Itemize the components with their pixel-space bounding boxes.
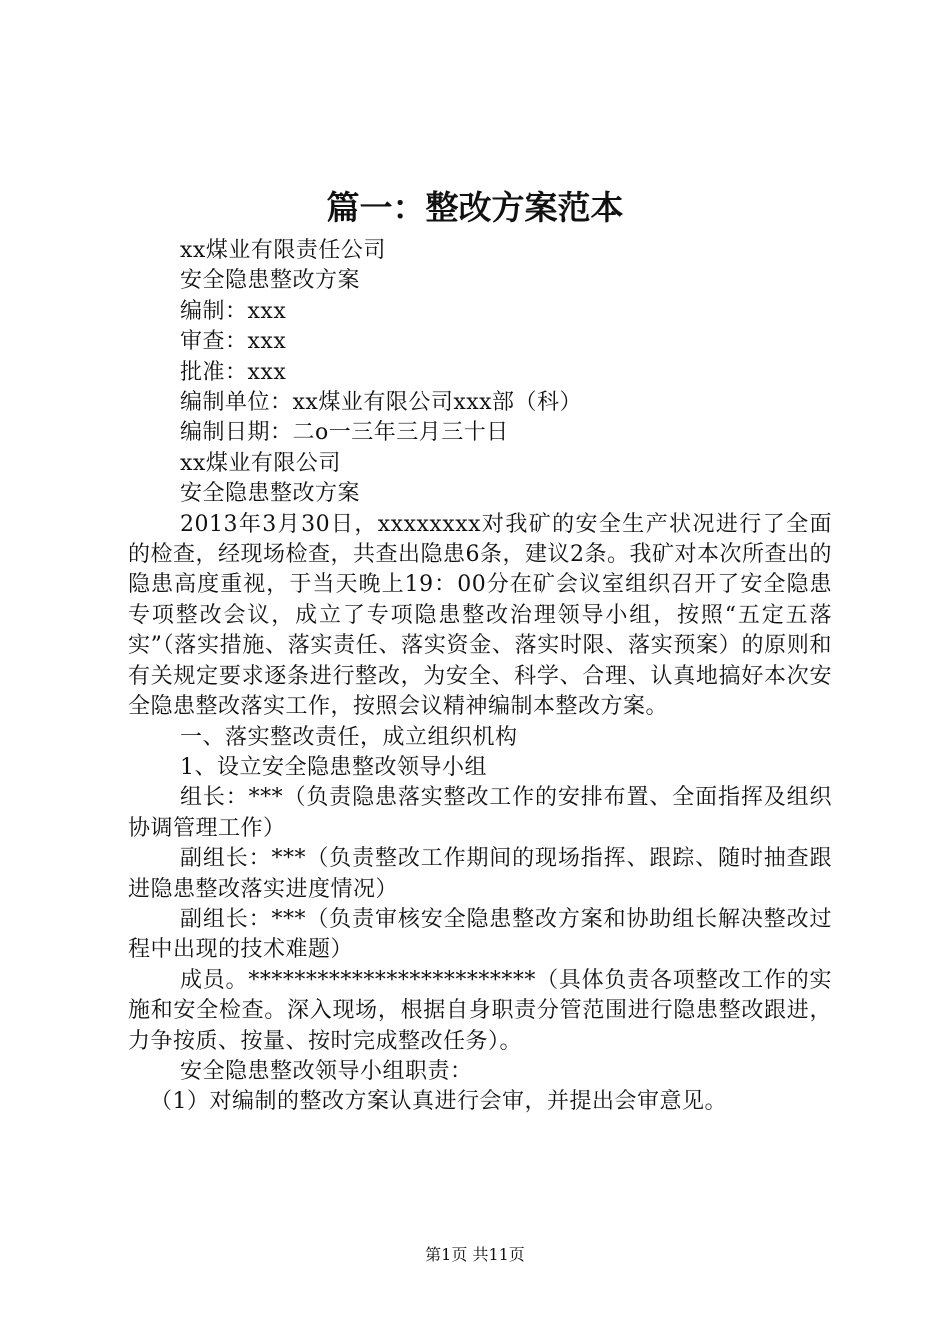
heading-subsection-1: 1、设立安全隐患整改领导小组 xyxy=(180,754,487,780)
paragraph-plan-title-2: 安全隐患整改方案 xyxy=(180,481,361,507)
paragraph-compiler: 编制：xxx xyxy=(180,298,287,324)
paragraph-unit: 编制单位：xx煤业有限公司xxx部（科） xyxy=(180,390,583,416)
paragraph-deputy-1: 副组长：***（负责整改工作期间的现场指挥、跟踪、随时抽查跟进隐患整改落实进度情况） xyxy=(128,846,832,902)
paragraph-intro: 2013年3月30日，xxxxxxxx对我矿的安全生产状况进行了全面的检查，经现场检查，共查出隐患6条，建议2条。我矿对本次所查出的隐患高度重视，于当天晚上19：00分在矿会议室组织召开了安全隐患专项整改会议，成立了专项隐患整改治理领导小组，按照“五定五落实”（落实措施、落实责任、落实资金、落实时限、落实预案）的原则和有关规定要求逐条进行整改，为安全、科学、合理、认真地搞好本次安全隐患整改落实工作，按照会议精神编制本整改方案。 xyxy=(128,511,832,720)
paragraph-approver: 批准：xxx xyxy=(180,359,287,385)
paragraph-leader: 组长：***（负责隐患落实整改工作的安排布置、全面指挥及组织协调管理工作） xyxy=(128,785,832,841)
paragraph-duty-1: （1）对编制的整改方案认真进行会审，并提出会审意见。 xyxy=(150,1089,727,1115)
heading-section-1: 一、落实整改责任，成立组织机构 xyxy=(180,724,518,750)
paragraph-duties-heading: 安全隐患整改领导小组职责： xyxy=(180,1058,473,1084)
paragraph-reviewer: 审查：xxx xyxy=(180,329,287,355)
page-footer: 第1页 共11页 xyxy=(425,1245,525,1264)
paragraph-plan-title: 安全隐患整改方案 xyxy=(180,268,361,294)
document-body xyxy=(128,236,832,1118)
paragraph-deputy-2: 副组长：***（负责审核安全隐患整改方案和协助组长解决整改过程中出现的技术难题） xyxy=(128,906,832,963)
paragraph-company: xx煤业有限责任公司 xyxy=(180,238,386,263)
paragraph-members: 成员。*************************（具体负责各项整改工作的实施和安全检查。深入现场，根据自身职责分管范围进行隐患整改跟进，力争按质、按量、按时完成整改任务）。 xyxy=(128,967,832,1054)
paragraph-date: 编制日期：二o一三年三月三十日 xyxy=(180,420,509,446)
document-title: 篇一：整改方案范本 xyxy=(326,188,624,227)
paragraph-company-2: xx煤业有限公司 xyxy=(180,450,341,476)
